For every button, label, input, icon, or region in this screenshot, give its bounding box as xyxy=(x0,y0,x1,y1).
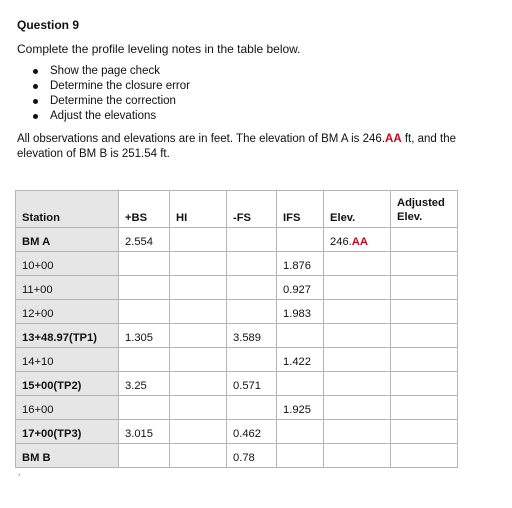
stray-mark: ˋ xyxy=(18,473,21,483)
cell-bs: 3.015 xyxy=(119,420,170,444)
cell-elev xyxy=(324,252,391,276)
cell-elev xyxy=(324,372,391,396)
bullet-icon xyxy=(33,84,38,89)
cell-hi xyxy=(170,396,227,420)
bullet-icon xyxy=(33,69,38,74)
cell-bs xyxy=(119,252,170,276)
cell-bs xyxy=(119,396,170,420)
cell-hi xyxy=(170,444,227,468)
cell-ifs: 0.927 xyxy=(277,276,324,300)
table-row xyxy=(16,444,458,468)
cell-fs xyxy=(227,348,277,372)
cell-adjusted-elev xyxy=(391,444,458,468)
cell-bs: 3.25 xyxy=(119,372,170,396)
cell-station: BM A xyxy=(16,228,119,252)
cell-station: 12+00 xyxy=(16,300,119,324)
table-row xyxy=(16,420,458,444)
cell-adjusted-elev xyxy=(391,324,458,348)
cell-adjusted-elev xyxy=(391,372,458,396)
cell-fs xyxy=(227,300,277,324)
table-row xyxy=(16,276,458,300)
question-title: Question 9 xyxy=(17,18,80,32)
cell-bs: 1.305 xyxy=(119,324,170,348)
cell-elev xyxy=(324,348,391,372)
cell-ifs: 1.925 xyxy=(277,396,324,420)
cell-station: 15+00(TP2) xyxy=(16,372,119,396)
cell-hi xyxy=(170,252,227,276)
cell-ifs: 1.422 xyxy=(277,348,324,372)
cell-station: 10+00 xyxy=(16,252,119,276)
cell-station: 11+00 xyxy=(16,276,119,300)
cell-ifs xyxy=(277,228,324,252)
task-item: Adjust the elevations xyxy=(33,109,190,124)
cell-hi xyxy=(170,228,227,252)
cell-elev xyxy=(324,324,391,348)
cell-ifs xyxy=(277,324,324,348)
cell-hi xyxy=(170,276,227,300)
table-row xyxy=(16,300,458,324)
cell-fs xyxy=(227,276,277,300)
cell-bs xyxy=(119,300,170,324)
table-row xyxy=(16,372,458,396)
unknown-digits: AA xyxy=(385,133,402,145)
cell-fs: 0.78 xyxy=(227,444,277,468)
cell-station: 14+10 xyxy=(16,348,119,372)
table-row xyxy=(16,324,458,348)
task-item: Determine the correction xyxy=(33,94,190,109)
info-paragraph: All observations and elevations are in feet. The elevation of BM A is 246.AA ft, and the elevation of BM B is 251.54 ft. xyxy=(17,133,456,160)
cell-elev xyxy=(324,420,391,444)
header-elev: Elev. xyxy=(324,191,391,228)
cell-hi xyxy=(170,372,227,396)
header-station: Station xyxy=(16,191,119,228)
cell-adjusted-elev xyxy=(391,300,458,324)
cell-elev xyxy=(324,300,391,324)
cell-fs: 0.571 xyxy=(227,372,277,396)
cell-bs xyxy=(119,276,170,300)
cell-elev: 246.AA xyxy=(324,228,391,252)
cell-bs xyxy=(119,348,170,372)
cell-adjusted-elev xyxy=(391,348,458,372)
cell-bs xyxy=(119,444,170,468)
cell-fs: 3.589 xyxy=(227,324,277,348)
instruction-text: Complete the profile leveling notes in the table below. xyxy=(17,42,301,56)
cell-bs: 2.554 xyxy=(119,228,170,252)
cell-ifs: 1.876 xyxy=(277,252,324,276)
cell-station: BM B xyxy=(16,444,119,468)
bullet-icon xyxy=(33,99,38,104)
cell-fs xyxy=(227,228,277,252)
table-row xyxy=(16,396,458,420)
cell-ifs xyxy=(277,420,324,444)
cell-hi xyxy=(170,324,227,348)
cell-hi xyxy=(170,300,227,324)
cell-fs xyxy=(227,396,277,420)
table-row xyxy=(16,228,458,252)
cell-adjusted-elev xyxy=(391,420,458,444)
header-hi: HI xyxy=(170,191,227,228)
cell-elev xyxy=(324,396,391,420)
header-row xyxy=(16,191,458,228)
cell-hi xyxy=(170,420,227,444)
cell-ifs: 1.983 xyxy=(277,300,324,324)
header-ifs: IFS xyxy=(277,191,324,228)
cell-ifs xyxy=(277,444,324,468)
header-fs: -FS xyxy=(227,191,277,228)
table-row xyxy=(16,348,458,372)
cell-adjusted-elev xyxy=(391,276,458,300)
cell-elev xyxy=(324,276,391,300)
bullet-icon xyxy=(33,114,38,119)
header-adjusted-elev: Adjusted Elev. xyxy=(391,191,458,228)
table-row xyxy=(16,252,458,276)
cell-hi xyxy=(170,348,227,372)
cell-adjusted-elev xyxy=(391,252,458,276)
cell-ifs xyxy=(277,372,324,396)
task-item: Show the page check xyxy=(33,64,190,79)
cell-fs: 0.462 xyxy=(227,420,277,444)
unknown-digits: AA xyxy=(351,236,368,248)
cell-fs xyxy=(227,252,277,276)
cell-elev xyxy=(324,444,391,468)
task-item: Determine the closure error xyxy=(33,79,190,94)
cell-adjusted-elev xyxy=(391,228,458,252)
task-list xyxy=(33,64,190,124)
cell-adjusted-elev xyxy=(391,396,458,420)
cell-station: 17+00(TP3) xyxy=(16,420,119,444)
cell-station: 16+00 xyxy=(16,396,119,420)
leveling-table xyxy=(15,190,458,468)
header-bs: +BS xyxy=(119,191,170,228)
cell-station: 13+48.97(TP1) xyxy=(16,324,119,348)
